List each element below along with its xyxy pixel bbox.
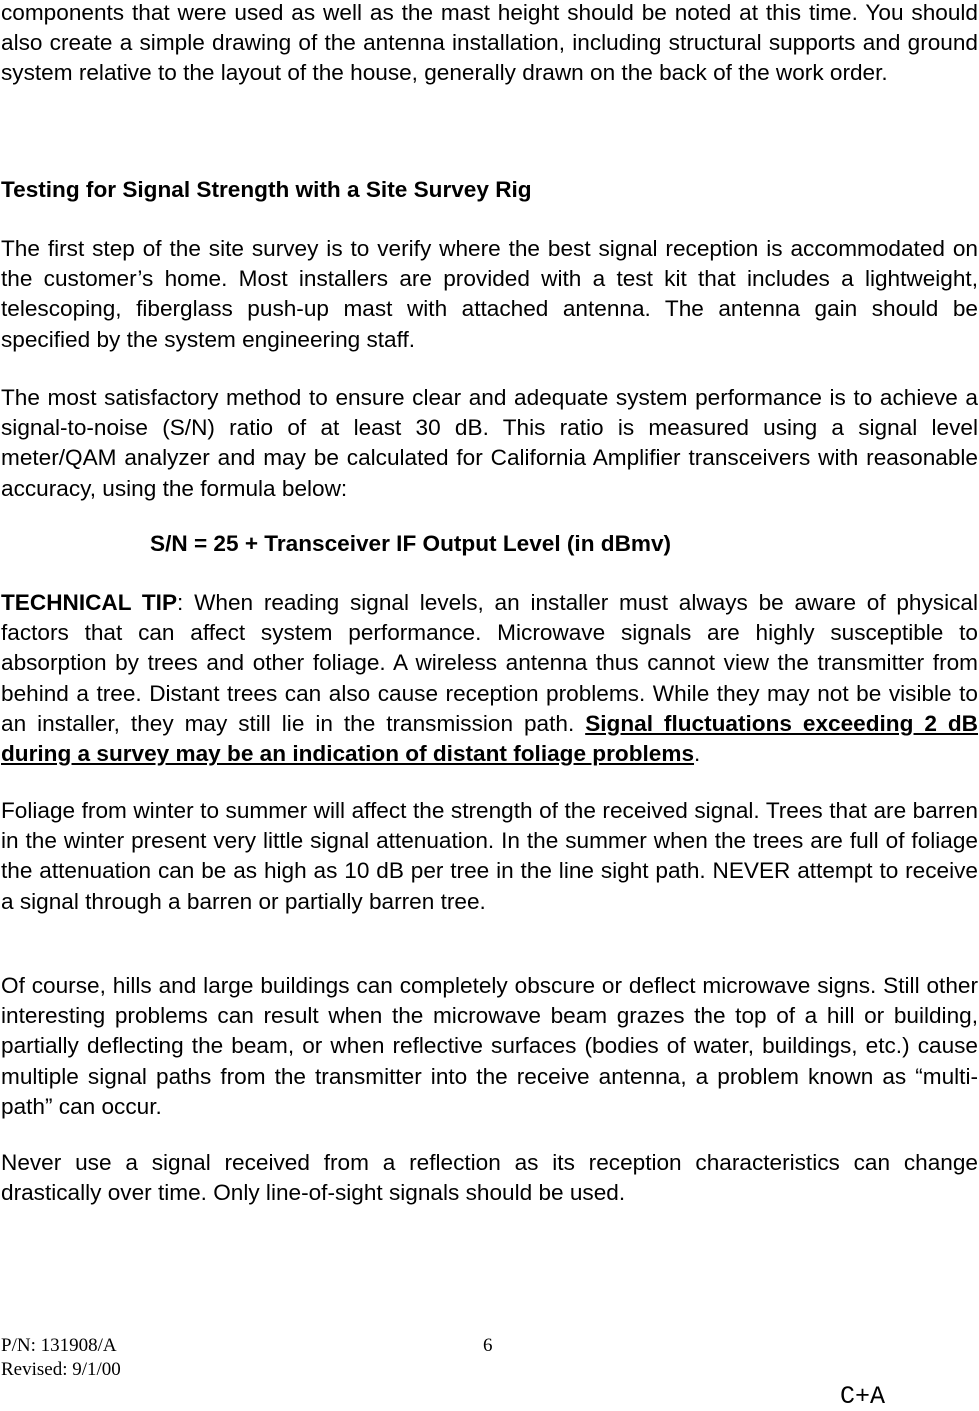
footer-part-number: P/N: 131908/A — [1, 1335, 117, 1356]
section-heading: Testing for Signal Strength with a Site Survey Rig — [1, 177, 532, 202]
paragraph-reflection: Never use a signal received from a reflection as its reception characteristics can change drastically over time. Only line-of-sight signals should be used. — [1, 1150, 978, 1206]
technical-tip-label: TECHNICAL TIP — [1, 590, 178, 615]
sn-formula: S/N = 25 + Transceiver IF Output Level (in dBmv) — [150, 531, 672, 556]
technical-tip-emphasis: Signal fluctuations exceeding 2 dB during a survey may be an indication of distant foliage problems — [1, 710, 978, 767]
technical-tip-end: . — [694, 741, 701, 767]
technical-tip-paragraph — [1, 588, 978, 769]
footer-revised-date: Revised: 9/1/00 — [1, 1359, 121, 1380]
paragraph-site-survey: The first step of the site survey is to verify where the best signal reception is accommodated on the customer’s home. Most installers are provided with a test kit that includes a lightweight, telescoping, fiberglass push-up mast with attached antenna. The antenna gain should be specified by the system engineering staff. — [1, 236, 978, 352]
paragraph-foliage: Foliage from winter to summer will affect the strength of the received signal. Trees that are barren in the winter present very little signal attenuation. In the summer when the trees are full of foliage the attenuation can be as high as 10 dB per tree in the line sight path. NEVER attempt to receive a signal through a barren or partially barren tree. — [1, 798, 978, 914]
technical-tip-text: : When reading signal levels, an installer must always be aware of physical factors that can affect system performance. Microwave signals are highly susceptible to absorption by trees and other foliage. A wireless antenna thus cannot view the transmitter from behind a tree. Distant trees can also cause reception problems. While they may not be visible to an installer, they may still lie in the transmission path. — [1, 590, 978, 736]
paragraph-signal-to-noise: The most satisfactory method to ensure clear and adequate system performance is to achieve a signal-to-noise (S/N) ratio of at least 30 dB. This ratio is measured using a signal level meter/QAM analyzer and may be calculated for California Amplifier transceivers with reasonable accuracy, using the formula below: — [1, 385, 978, 501]
brand-mark: C+A — [840, 1382, 886, 1411]
paragraph-hills-buildings: Of course, hills and large buildings can completely obscure or deflect microwave signs. Still other interesting problems can result when the microwave beam grazes the top of a hill or building, partially deflecting the beam, or when reflective surfaces (bodies of water, buildings, etc.) cause multiple signal paths from the transmitter into the receive antenna, a problem known as “multi-path” can occur. — [1, 973, 978, 1119]
intro-paragraph: components that were used as well as the mast height should be noted at this time. You should also create a simple drawing of the antenna installation, including structural supports and ground system relative to the layout of the house, generally drawn on the back of the work order. — [1, 0, 978, 86]
page-number: 6 — [483, 1335, 493, 1356]
